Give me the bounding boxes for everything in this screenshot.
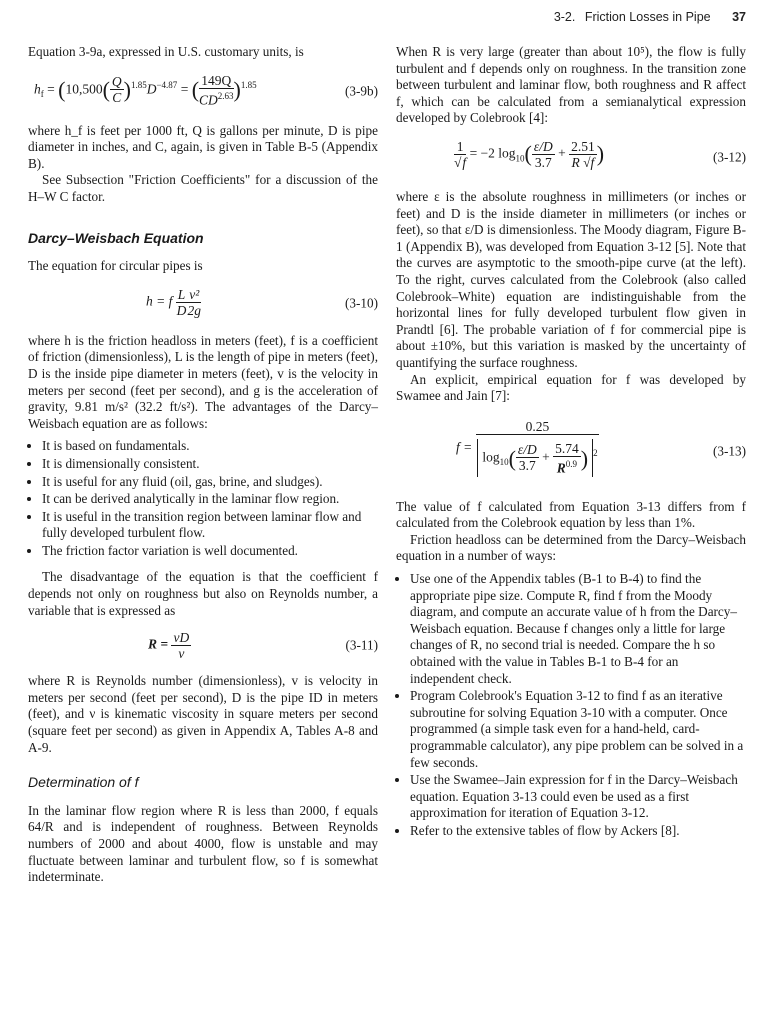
page-number: 37: [732, 10, 746, 24]
section-heading: Determination of f: [28, 774, 139, 791]
paragraph: Equation 3-9a, expressed in U.S. customary units, is: [28, 44, 304, 59]
list-item: • Use one of the Appendix tables (B-1 to B-4) to find the appropriate pipe size. Compute R, find f from the Moody diagram, and compute an accurate value of h from the Darcy–Weisbach equation. Because f changes only a little for large changes of R, no second trial is needed. Compare the h so obtained with the value in Tables B-1 to B-4 for an independent check.: [410, 571, 746, 687]
advantages-list: [28, 438, 378, 559]
paragraph: where R is Reynolds number (dimensionless), v is velocity in meters per second (feet per second), D is the pipe ID in meters (feet), and ν is kinematic viscosity in square meters per second (square feet per second) as given in Appendix A, Tables A-8 and A-9.: [28, 673, 378, 755]
equation-3-10: h = f $\frac{L}{D}$ $\frac{\text{v²}}{2g}$ (3-10): [146, 286, 378, 318]
equation-number: (3-10): [345, 295, 378, 311]
paragraph: An explicit, empirical equation for f was developed by Swamee and Jain [7]:: [396, 371, 746, 404]
equation-number: (3-12): [713, 149, 746, 165]
equation-3-13: f = 0.25 $\log_{10}$( $\frac{\varepsilon/D}{3.7}$ + $\frac{5.74}{R^{0.9}}$ ) $^2$ (3-13): [456, 418, 746, 476]
section-heading: Darcy–Weisbach Equation: [28, 229, 204, 246]
list-item: • Use the Swamee–Jain expression for f in the Darcy–Weisbach equation. Equation 3-13 could even be used as a first approximation for iteration of Equation 3-12.: [410, 772, 746, 822]
paragraph: See Subsection "Friction Coefficients" for a discussion of the H–W C factor.: [28, 172, 378, 204]
paragraph: where h is the friction headloss in meters (feet), f is a coefficient of friction (dimensionless), L is the length of pipe in meters (feet), D is the inside pipe diameter in meters (feet), v is the velocity in meters per second (feet per second), and g is the acceleration of gravity, 9.81 m/s² (32.2 ft/s²). The advantages of the Darcy–Weisbach equation are as follows:: [28, 332, 378, 431]
equation-number: (3-9b): [345, 83, 378, 99]
section-title: Friction Losses in Pipe: [584, 10, 711, 24]
running-header: [554, 10, 746, 24]
list-item: • The friction factor variation is well documented.: [42, 543, 378, 560]
equation-3-11: R = $\frac{vD}{\nu}$ (3-11): [148, 630, 378, 662]
left-column: [28, 44, 378, 886]
right-column: [396, 44, 746, 850]
list-item: • It is useful for any fluid (oil, gas, brine, and sludges).: [42, 474, 378, 491]
equation-number: (3-13): [713, 443, 746, 459]
paragraph: where h_f is feet per 1000 ft, Q is gallons per minute, D is pipe diameter in inches, and C, again, is given in Table B-5 (Appendix B).: [28, 122, 378, 171]
list-item: • Program Colebrook's Equation 3-12 to find f as an iterative subroutine for solving Equation 3-10 with a computer. Once programmed (a simple task even for a hand-held, card-programmable calculator), any pipe problem can be solved in a few seconds.: [410, 688, 746, 771]
list-item: • It can be derived analytically in the laminar flow region.: [42, 491, 378, 508]
list-item: • It is dimensionally consistent.: [42, 456, 378, 473]
paragraph: The value of f calculated from Equation 3-13 differs from f calculated from the Colebrook equation by less than 1%.: [396, 498, 746, 531]
paragraph: where ε is the absolute roughness in millimeters (or inches or feet) and D is the inside diameter in millimeters (or inches or feet), so that ε/D is dimensionless. The Moody diagram, Figure B-1 (Appendix B), was developed from Equation 3-12 [5]. Note that the curves are asymptotic to the smooth-pipe curve (at the left). To the right, curves calculated from the Colebrook (also called Colebrook–White) equation are indistinguishable from the horizontal lines for fully developed turbulent flow given in Prandtl [6]. The probable variation of f for commercial pipe is about ±10%, but this variation is masked by the uncertainty of quantifying the surface roughness.: [396, 188, 746, 370]
list-item: • It is based on fundamentals.: [42, 438, 378, 455]
list-item: • It is useful in the transition region between laminar flow and fully developed turbulent flow.: [42, 509, 378, 542]
paragraph: In the laminar flow region where R is less than 2000, f equals 64/R and is independent of roughness. Between Reynolds numbers of 2000 and about 4000, flow is unstable and may fluctuate between laminar and turbulent flow, so f is somewhat indeterminate.: [28, 802, 378, 885]
list-item: • Refer to the extensive tables of flow by Ackers [8].: [410, 823, 746, 840]
equation-number: (3-11): [345, 637, 378, 653]
equation-3-12: $\frac{1}{√f}$ = −2 $\log_{10}$( $\frac{\varepsilon/D}{3.7}$ + $\frac{2.51}{R √f}$ ) (3-12): [454, 138, 746, 170]
paragraph: Friction headloss can be determined from the Darcy–Weisbach equation in a number of ways:: [396, 531, 746, 564]
paragraph: The disadvantage of the equation is that the coefficient f depends not only on roughness but also on Reynolds number, a variable that is expressed as: [28, 569, 378, 618]
methods-list: [396, 571, 746, 840]
equation-3-9b: $h_f = (10,500$( $\frac{Q}{C}$ )$^{1.85}D^{-4.87}$ = ( $\frac{149Q}{CD^{2.63}}$ )$^{1.85}$ (3-9b): [34, 72, 378, 108]
paragraph: The equation for circular pipes is: [28, 258, 203, 274]
paragraph: When R is very large (greater than about 10⁵), the flow is fully turbulent and f depends only on roughness. In the transition zone between turbulent and laminar flow, both roughness and R affect f, which can be calculated from a semianalytical expression developed by Colebrook [4]:: [396, 44, 746, 126]
section-number: 3-2.: [553, 10, 576, 24]
